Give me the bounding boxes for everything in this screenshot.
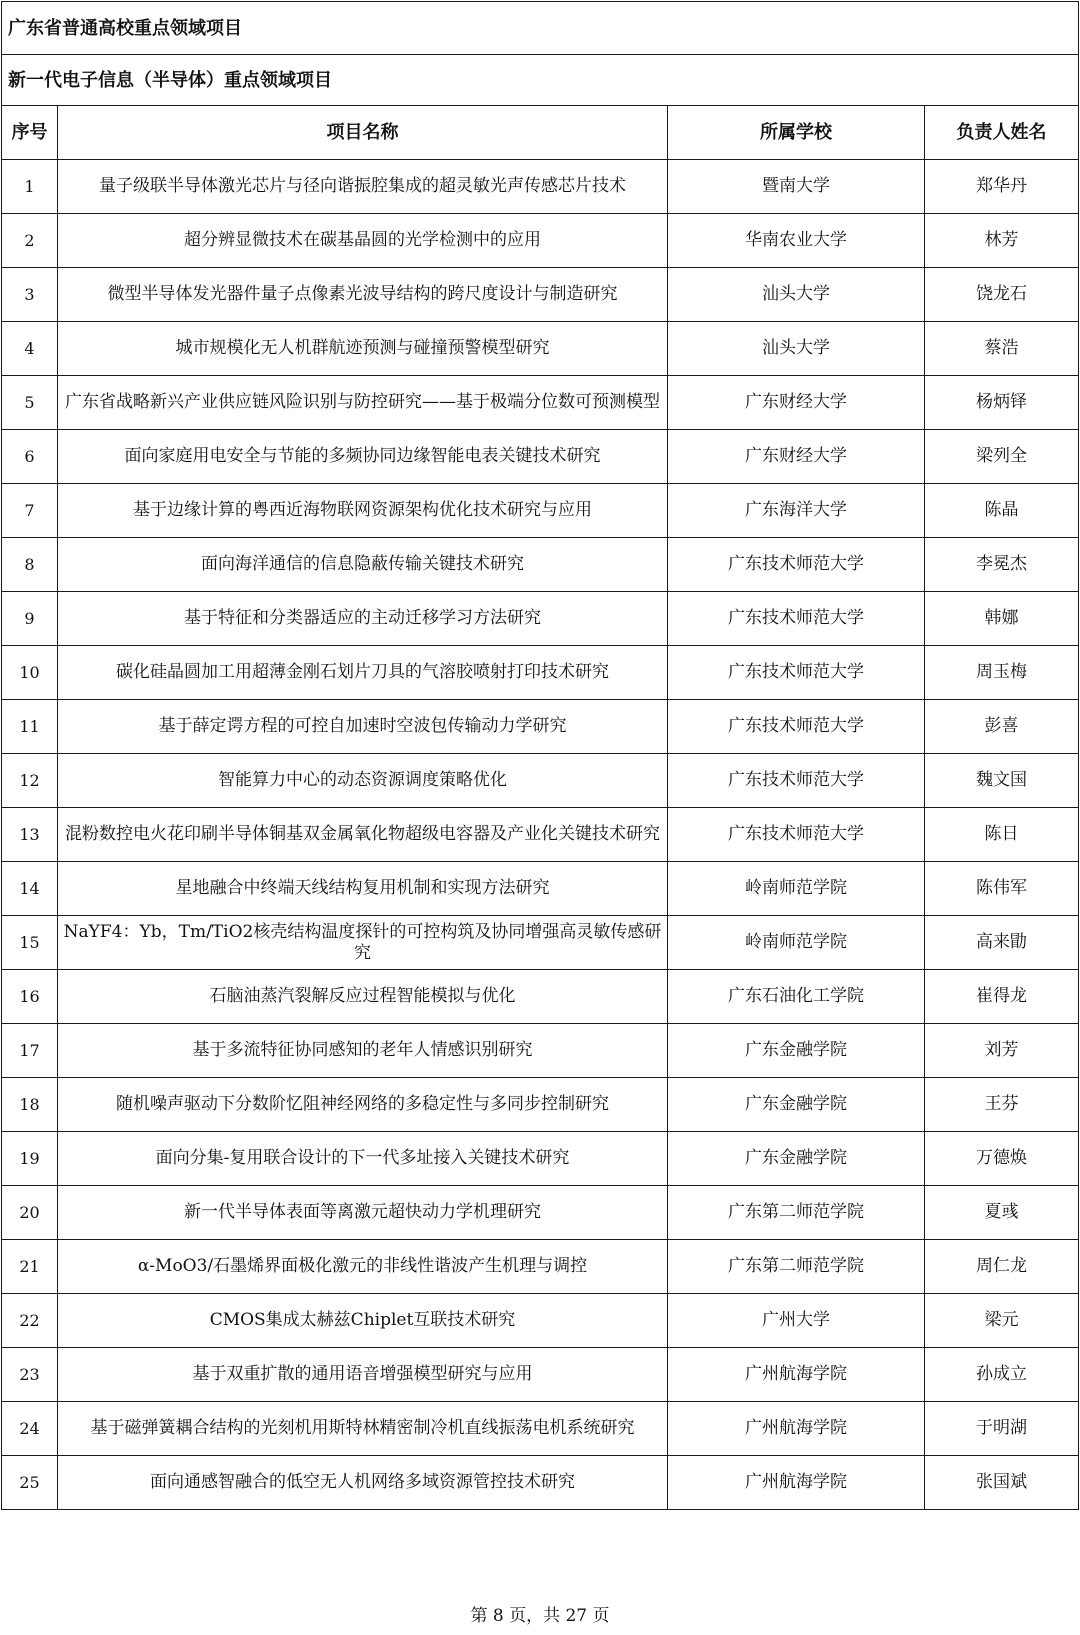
- cell-school: 岭南师范学院: [668, 862, 925, 916]
- cell-leader: 杨炳铎: [925, 376, 1079, 430]
- header-serial-no: 序号: [2, 106, 58, 160]
- cell-school: 暨南大学: [668, 160, 925, 214]
- cell-leader: 彭喜: [925, 700, 1079, 754]
- cell-school: 汕头大学: [668, 268, 925, 322]
- table-row: [2, 322, 1079, 376]
- cell-school: 广州航海学院: [668, 1402, 925, 1456]
- table-row: [2, 1348, 1079, 1402]
- cell-leader: 陈日: [925, 808, 1079, 862]
- cell-leader: 张国斌: [925, 1456, 1079, 1510]
- cell-project-name: 石脑油蒸汽裂解反应过程智能模拟与优化: [58, 970, 668, 1024]
- cell-serial-no: 5: [2, 376, 58, 430]
- cell-leader: 周仁龙: [925, 1240, 1079, 1294]
- table-row: [2, 970, 1079, 1024]
- cell-school: 华南农业大学: [668, 214, 925, 268]
- table-row: [2, 484, 1079, 538]
- cell-serial-no: 20: [2, 1186, 58, 1240]
- cell-leader: 夏彧: [925, 1186, 1079, 1240]
- cell-school: 广东海洋大学: [668, 484, 925, 538]
- table-row: [2, 376, 1079, 430]
- subsection-title-row: [2, 55, 1079, 106]
- cell-project-name: 面向家庭用电安全与节能的多频协同边缘智能电表关键技术研究: [58, 430, 668, 484]
- cell-school: 广东金融学院: [668, 1132, 925, 1186]
- table-row: [2, 592, 1079, 646]
- cell-leader: 饶龙石: [925, 268, 1079, 322]
- table-row: [2, 1024, 1079, 1078]
- cell-leader: 孙成立: [925, 1348, 1079, 1402]
- table-row: [2, 1078, 1079, 1132]
- cell-serial-no: 1: [2, 160, 58, 214]
- table-row: [2, 430, 1079, 484]
- cell-school: 广东技术师范大学: [668, 754, 925, 808]
- cell-school: 汕头大学: [668, 322, 925, 376]
- cell-project-name: 城市规模化无人机群航迹预测与碰撞预警模型研究: [58, 322, 668, 376]
- cell-serial-no: 6: [2, 430, 58, 484]
- cell-school: 广东技术师范大学: [668, 592, 925, 646]
- cell-project-name: 新一代半导体表面等离激元超快动力学机理研究: [58, 1186, 668, 1240]
- cell-project-name: 微型半导体发光器件量子点像素光波导结构的跨尺度设计与制造研究: [58, 268, 668, 322]
- cell-leader: 李冕杰: [925, 538, 1079, 592]
- cell-school: 广东财经大学: [668, 376, 925, 430]
- cell-serial-no: 23: [2, 1348, 58, 1402]
- table-row: [2, 214, 1079, 268]
- cell-project-name: 超分辨显微技术在碳基晶圆的光学检测中的应用: [58, 214, 668, 268]
- cell-project-name: 基于多流特征协同感知的老年人情感识别研究: [58, 1024, 668, 1078]
- cell-serial-no: 12: [2, 754, 58, 808]
- header-leader: 负责人姓名: [925, 106, 1079, 160]
- subsection-title: 新一代电子信息（半导体）重点领域项目: [2, 55, 1079, 106]
- table-row: [2, 1132, 1079, 1186]
- cell-leader: 于明湖: [925, 1402, 1079, 1456]
- header-project-name: 项目名称: [58, 106, 668, 160]
- cell-serial-no: 3: [2, 268, 58, 322]
- cell-leader: 魏文国: [925, 754, 1079, 808]
- cell-project-name: 基于特征和分类器适应的主动迁移学习方法研究: [58, 592, 668, 646]
- table-row: [2, 808, 1079, 862]
- page-footer: 第 8 页，共 27 页: [470, 1606, 610, 1626]
- header-school: 所属学校: [668, 106, 925, 160]
- cell-leader: 崔得龙: [925, 970, 1079, 1024]
- cell-project-name: 量子级联半导体激光芯片与径向谐振腔集成的超灵敏光声传感芯片技术: [58, 160, 668, 214]
- section-title: 广东省普通高校重点领域项目: [2, 2, 1079, 55]
- table-row: [2, 646, 1079, 700]
- cell-leader: 周玉梅: [925, 646, 1079, 700]
- table-row: [2, 916, 1079, 970]
- table-row: [2, 268, 1079, 322]
- cell-project-name: α-MoO3/石墨烯界面极化激元的非线性谐波产生机理与调控: [58, 1240, 668, 1294]
- cell-school: 广东技术师范大学: [668, 808, 925, 862]
- cell-leader: 陈伟军: [925, 862, 1079, 916]
- cell-leader: 万德焕: [925, 1132, 1079, 1186]
- cell-project-name: NaYF4：Yb，Tm/TiO2核壳结构温度探针的可控构筑及协同增强高灵敏传感研究: [58, 916, 668, 970]
- cell-serial-no: 9: [2, 592, 58, 646]
- cell-school: 广东技术师范大学: [668, 538, 925, 592]
- cell-leader: 梁元: [925, 1294, 1079, 1348]
- table-row: [2, 538, 1079, 592]
- cell-school: 广东第二师范学院: [668, 1240, 925, 1294]
- cell-school: 广东第二师范学院: [668, 1186, 925, 1240]
- cell-school: 岭南师范学院: [668, 916, 925, 970]
- cell-leader: 高来勖: [925, 916, 1079, 970]
- cell-leader: 韩娜: [925, 592, 1079, 646]
- cell-serial-no: 14: [2, 862, 58, 916]
- cell-school: 广州大学: [668, 1294, 925, 1348]
- cell-serial-no: 16: [2, 970, 58, 1024]
- cell-serial-no: 7: [2, 484, 58, 538]
- table-header-row: [2, 106, 1079, 160]
- table-row: [2, 862, 1079, 916]
- cell-project-name: 智能算力中心的动态资源调度策略优化: [58, 754, 668, 808]
- cell-project-name: 基于磁弹簧耦合结构的光刻机用斯特林精密制冷机直线振荡电机系统研究: [58, 1402, 668, 1456]
- cell-serial-no: 11: [2, 700, 58, 754]
- cell-serial-no: 8: [2, 538, 58, 592]
- cell-school: 广东石油化工学院: [668, 970, 925, 1024]
- cell-serial-no: 15: [2, 916, 58, 970]
- table-row: [2, 1186, 1079, 1240]
- cell-project-name: 碳化硅晶圆加工用超薄金刚石划片刀具的气溶胶喷射打印技术研究: [58, 646, 668, 700]
- cell-serial-no: 25: [2, 1456, 58, 1510]
- cell-project-name: 广东省战略新兴产业供应链风险识别与防控研究——基于极端分位数可预测模型: [58, 376, 668, 430]
- cell-leader: 蔡浩: [925, 322, 1079, 376]
- cell-serial-no: 4: [2, 322, 58, 376]
- cell-leader: 林芳: [925, 214, 1079, 268]
- cell-serial-no: 24: [2, 1402, 58, 1456]
- cell-school: 广东金融学院: [668, 1024, 925, 1078]
- cell-project-name: CMOS集成太赫兹Chiplet互联技术研究: [58, 1294, 668, 1348]
- table-row: [2, 1240, 1079, 1294]
- cell-project-name: 面向通感智融合的低空无人机网络多域资源管控技术研究: [58, 1456, 668, 1510]
- cell-serial-no: 10: [2, 646, 58, 700]
- cell-project-name: 混粉数控电火花印刷半导体铜基双金属氧化物超级电容器及产业化关键技术研究: [58, 808, 668, 862]
- cell-serial-no: 2: [2, 214, 58, 268]
- cell-serial-no: 13: [2, 808, 58, 862]
- cell-project-name: 星地融合中终端天线结构复用机制和实现方法研究: [58, 862, 668, 916]
- cell-project-name: 面向海洋通信的信息隐蔽传输关键技术研究: [58, 538, 668, 592]
- table-row: [2, 1456, 1079, 1510]
- project-table: [1, 1, 1079, 1510]
- cell-project-name: 基于边缘计算的粤西近海物联网资源架构优化技术研究与应用: [58, 484, 668, 538]
- cell-leader: 王芬: [925, 1078, 1079, 1132]
- cell-serial-no: 19: [2, 1132, 58, 1186]
- cell-school: 广东财经大学: [668, 430, 925, 484]
- cell-project-name: 基于薛定谔方程的可控自加速时空波包传输动力学研究: [58, 700, 668, 754]
- table-row: [2, 700, 1079, 754]
- cell-project-name: 基于双重扩散的通用语音增强模型研究与应用: [58, 1348, 668, 1402]
- cell-school: 广东金融学院: [668, 1078, 925, 1132]
- cell-leader: 刘芳: [925, 1024, 1079, 1078]
- table-row: [2, 1402, 1079, 1456]
- cell-project-name: 随机噪声驱动下分数阶忆阻神经网络的多稳定性与多同步控制研究: [58, 1078, 668, 1132]
- cell-leader: 郑华丹: [925, 160, 1079, 214]
- cell-leader: 梁列全: [925, 430, 1079, 484]
- cell-school: 广州航海学院: [668, 1456, 925, 1510]
- table-row: [2, 160, 1079, 214]
- cell-serial-no: 21: [2, 1240, 58, 1294]
- section-title-row: [2, 2, 1079, 55]
- cell-school: 广东技术师范大学: [668, 646, 925, 700]
- cell-serial-no: 17: [2, 1024, 58, 1078]
- cell-serial-no: 18: [2, 1078, 58, 1132]
- cell-serial-no: 22: [2, 1294, 58, 1348]
- table-row: [2, 1294, 1079, 1348]
- cell-school: 广州航海学院: [668, 1348, 925, 1402]
- cell-school: 广东技术师范大学: [668, 700, 925, 754]
- cell-project-name: 面向分集-复用联合设计的下一代多址接入关键技术研究: [58, 1132, 668, 1186]
- cell-leader: 陈晶: [925, 484, 1079, 538]
- table-row: [2, 754, 1079, 808]
